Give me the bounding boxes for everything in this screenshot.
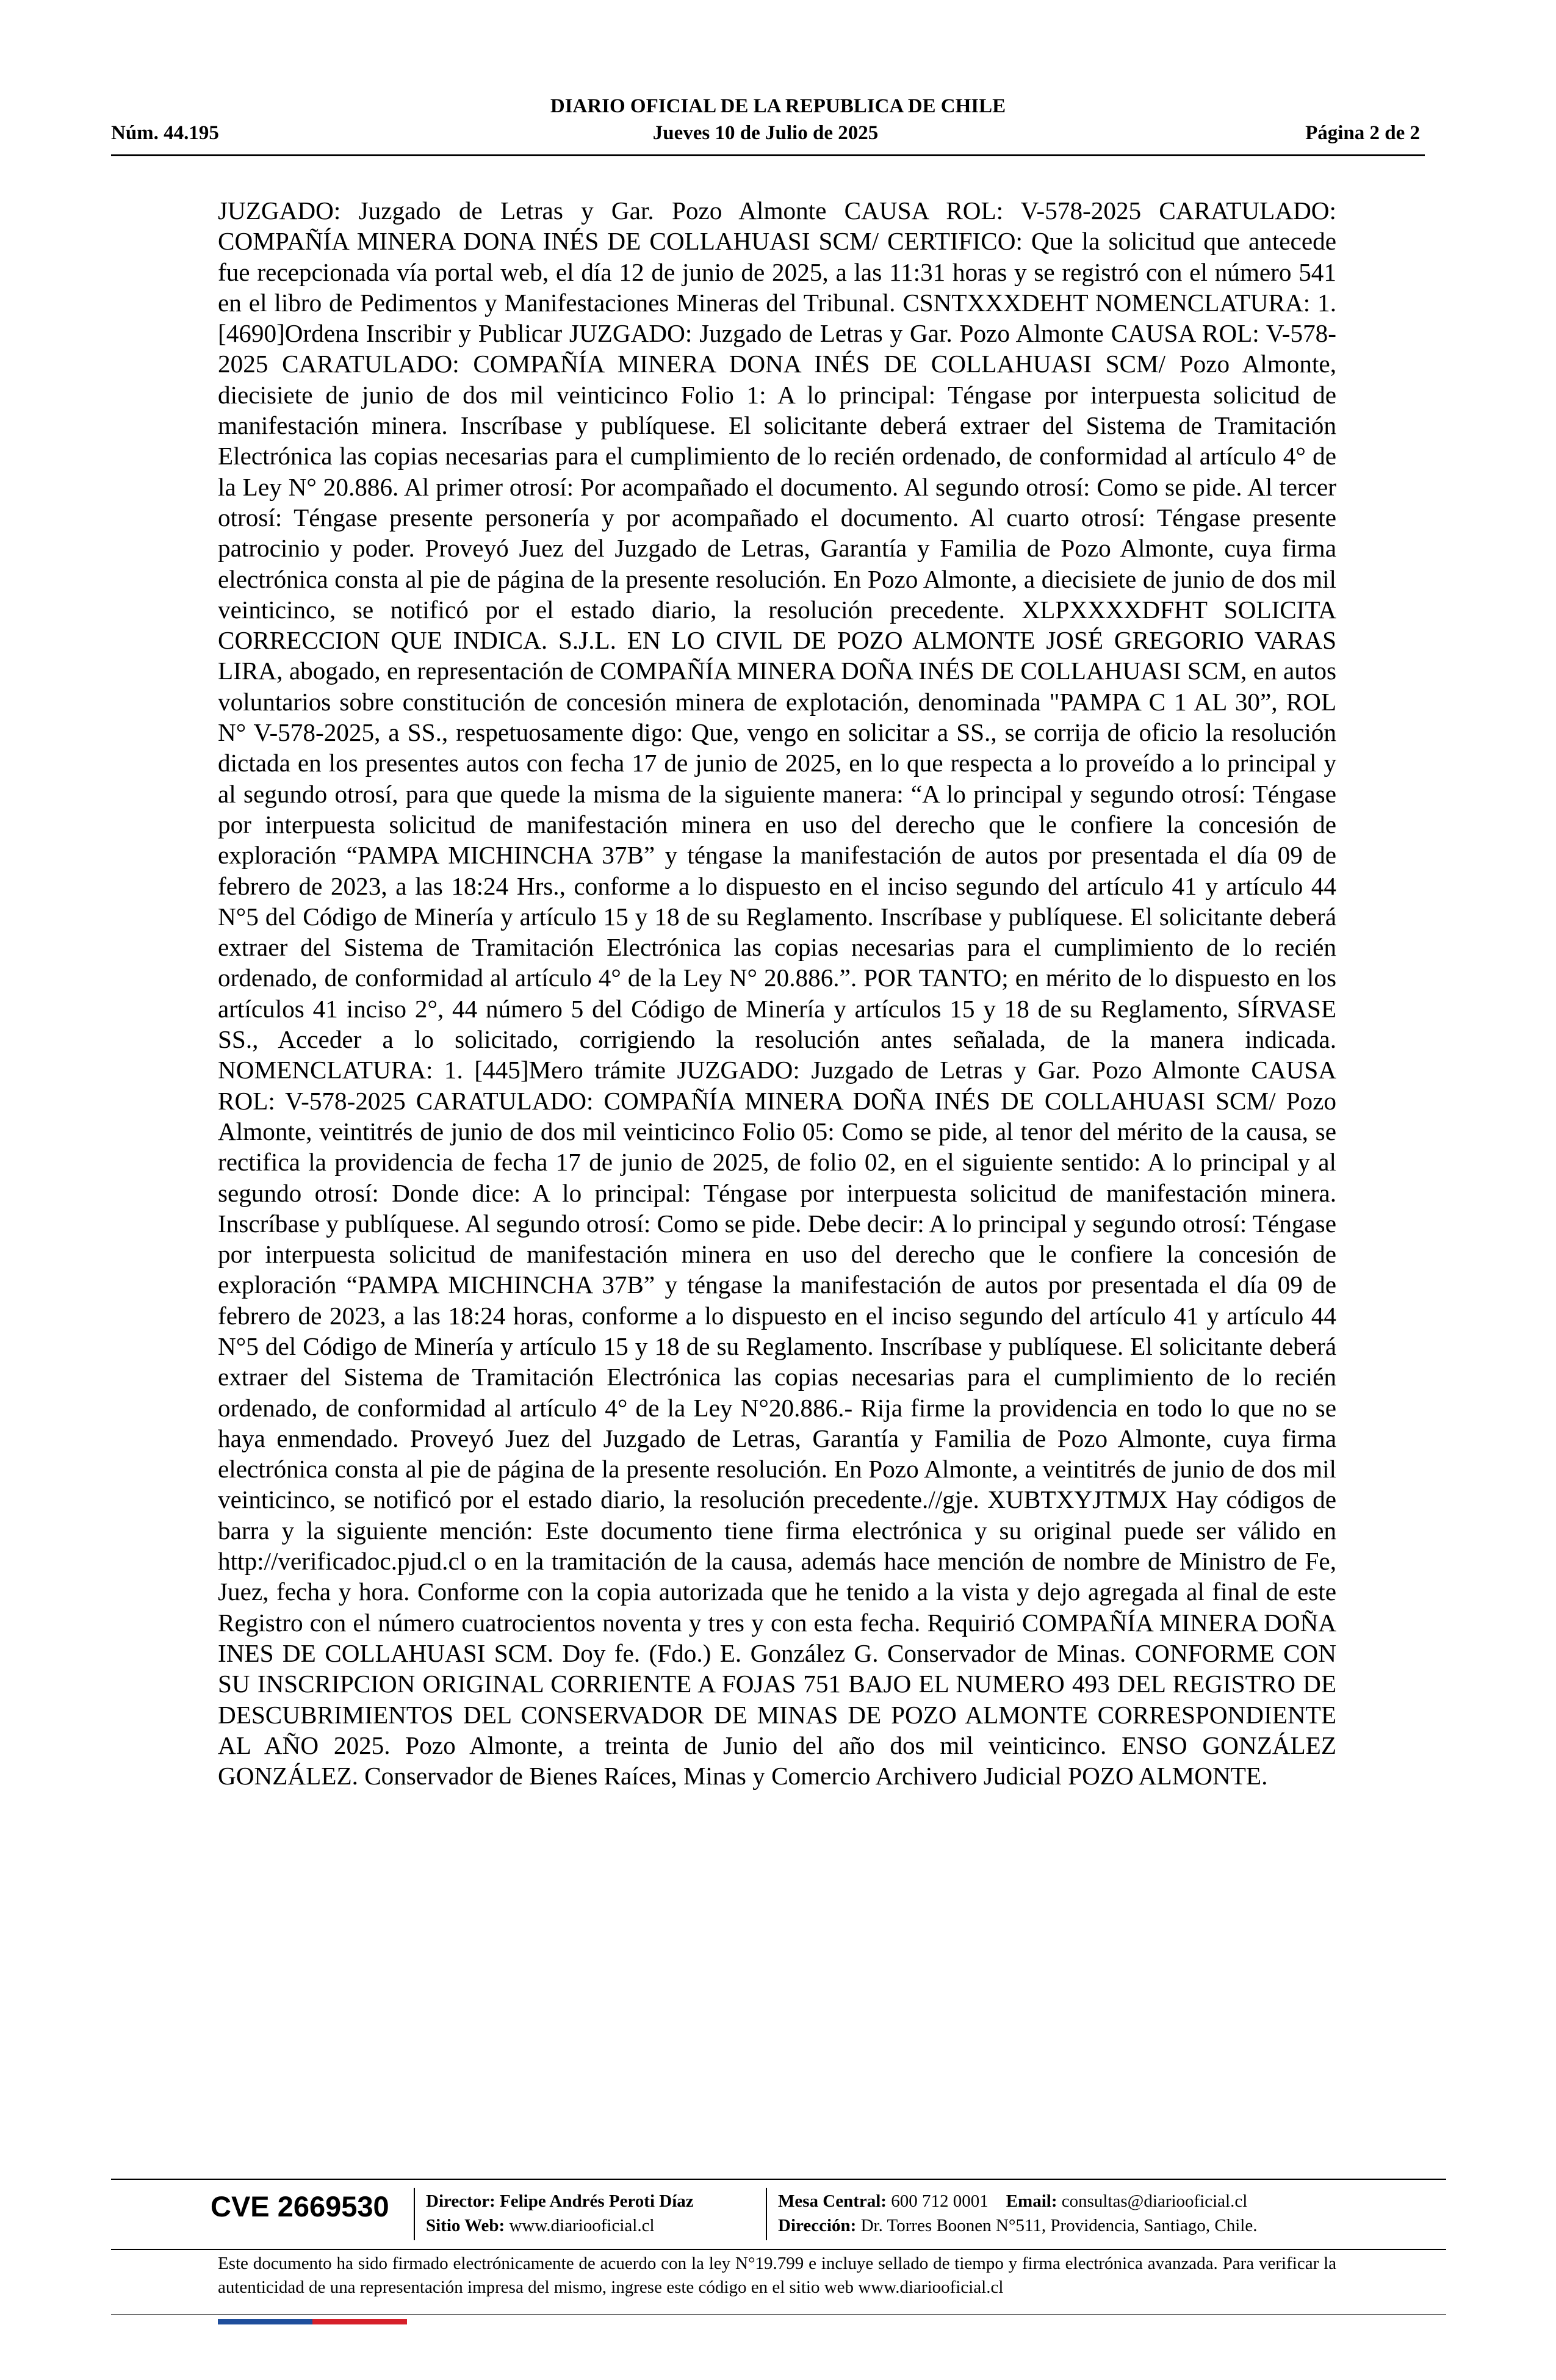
header-divider: [111, 154, 1425, 156]
footer-director-block: [426, 2189, 694, 2238]
publication-body-text: JUZGADO: Juzgado de Letras y Gar. Pozo Almonte CAUSA ROL: V-578-2025 CARATULADO: COMPAÑÍA MINERA DONA INÉS DE COLLAHUASI SCM/ CERTIFICO: Que la solicitud que antecede fue recepcionada vía portal web, el día 12 de junio de 2025, a las 11:31 horas y se registró con el número 541 en el libro de Pedimentos y Manifestaciones Mineras del Tribunal. CSNTXXXDEHT NOMENCLATURA: 1. [4690]Ordena Inscribir y Publicar JUZGADO: Juzgado de Letras y Gar. Pozo Almonte CAUSA ROL: V-578-2025 CARATULADO: COMPAÑÍA MINERA DONA INÉS DE COLLAHUASI SCM/ Pozo Almonte, diecisiete de junio de dos mil veinticinco Folio 1: A lo principal: Téngase por interpuesta solicitud de manifestación minera. Inscríbase y publíquese. El solicitante deberá extraer del Sistema de Tramitación Electrónica las copias necesarias para el cumplimiento de lo recién ordenado, de conformidad al artículo 4° de la Ley N° 20.886. Al primer otrosí: Por acompañado el documento. Al segundo otrosí: Como se pide. Al tercer otrosí: Téngase presente personería y por acompañado el documento. Al cuarto otrosí: Téngase presente patrocinio y poder. Proveyó Juez del Juzgado de Letras, Garantía y Familia de Pozo Almonte, cuya firma electrónica consta al pie de página de la presente resolución. En Pozo Almonte, a diecisiete de junio de dos mil veinticinco, se notificó por el estado diario, la resolución precedente. XLPXXXXDFHT SOLICITA CORRECCION QUE INDICA. S.J.L. EN LO CIVIL DE POZO ALMONTE JOSÉ GREGORIO VARAS LIRA, abogado, en representación de COMPAÑÍA MINERA DOÑA INÉS DE COLLAHUASI SCM, en autos voluntarios sobre constitución de concesión minera de explotación, denominada "PAMPA C 1 AL 30”, ROL N° V-578-2025, a SS., respetuosamente digo: Que, vengo en solicitar a SS., se corrija de oficio la resolución dictada en los presentes autos con fecha 17 de junio de 2025, en lo que respecta a lo proveído a lo principal y al segundo otrosí, para que quede la misma de la siguiente manera: “A lo principal y segundo otrosí: Téngase por interpuesta solicitud de manifestación minera en uso del derecho que le confiere la concesión de exploración “PAMPA MICHINCHA 37B” y téngase la manifestación de autos por presentada el día 09 de febrero de 2023, a las 18:24 Hrs., conforme a lo dispuesto en el inciso segundo del artículo 41 y artículo 44 N°5 del Código de Minería y artículo 15 y 18 de su Reglamento. Inscríbase y publíquese. El solicitante deberá extraer del Sistema de Tramitación Electrónica las copias necesarias para el cumplimiento de lo recién ordenado, de conformidad al artículo 4° de la Ley N° 20.886.”. POR TANTO; en mérito de lo dispuesto en los artículos 41 inciso 2°, 44 número 5 del Código de Minería y artículos 15 y 18 de su Reglamento, SÍRVASE SS., Acceder a lo solicitado, corrigiendo la resolución antes señalada, de la manera indicada. NOMENCLATURA: 1. [445]Mero trámite JUZGADO: Juzgado de Letras y Gar. Pozo Almonte CAUSA ROL: V-578-2025 CARATULADO: COMPAÑÍA MINERA DOÑA INÉS DE COLLAHUASI SCM/ Pozo Almonte, veintitrés de junio de dos mil veinticinco Folio 05: Como se pide, al tenor del mérito de la causa, se rectifica la providencia de fecha 17 de junio de 2025, de folio 02, en el siguiente sentido: A lo principal y al segundo otrosí: Donde dice: A lo principal: Téngase por interpuesta solicitud de manifestación minera. Inscríbase y publíquese. Al segundo otrosí: Como se pide. Debe decir: A lo principal y segundo otrosí: Téngase por interpuesta solicitud de manifestación minera en uso del derecho que le confiere la concesión de exploración “PAMPA MICHINCHA 37B” y téngase la manifestación de autos por presentada el día 09 de febrero de 2023, a las 18:24 horas, conforme a lo dispuesto en el inciso segundo del artículo 41 y artículo 44 N°5 del Código de Minería y artículo 15 y 18 de su Reglamento. Inscríbase y publíquese. El solicitante deberá extraer del Sistema de Tramitación Electrónica las copias necesarias para el cumplimiento de lo recién ordenado, de conformidad al artículo 4° de la Ley N°20.886.- Rija firme la providencia en todo lo que no se haya enmendado. Proveyó Juez del Juzgado de Letras, Garantía y Familia de Pozo Almonte, cuya firma electrónica consta al pie de página de la presente resolución. En Pozo Almonte, a veintitrés de junio de dos mil veinticinco, se notificó por el estado diario, la resolución precedente.//gje. XUBTXYJTMJX Hay códigos de barra y la siguiente mención: Este documento tiene firma electrónica y su original puede ser válido en http://verificadoc.pjud.cl o en la tramitación de la causa, además hace mención de nombre de Ministro de Fe, Juez, fecha y hora. Conforme con la copia autorizada que he tenido a la vista y dejo agregada al final de este Registro con el número cuatrocientos noventa y tres y con esta fecha. Requirió COMPAÑÍA MINERA DOÑA INES DE COLLAHUASI SCM. Doy fe. (Fdo.) E. González G. Conservador de Minas. CONFORME CON SU INSCRIPCION ORIGINAL CORRIENTE A FOJAS 751 BAJO EL NUMERO 493 DEL REGISTRO DE DESCUBRIMIENTOS DEL CONSERVADOR DE MINAS DE POZO ALMONTE CORRESPONDIENTE AL AÑO 2025. Pozo Almonte, a treinta de Junio del año dos mil veinticinco. ENSO GONZÁLEZ GONZÁLEZ. Conservador de Bienes Raíces, Minas y Comercio Archivero Judicial POZO ALMONTE.: [218, 197, 1336, 1790]
footer-divider-middle: [111, 2249, 1446, 2250]
footer-separator: [414, 2188, 415, 2240]
flag-stripe-blue: [218, 2319, 312, 2324]
footer-divider-top: [111, 2179, 1446, 2180]
email-link[interactable]: consultas@diariooficial.cl: [1061, 2191, 1248, 2211]
director-name: Felipe Andrés Peroti Díaz: [500, 2191, 694, 2211]
issue-date: Jueves 10 de Julio de 2025: [652, 122, 879, 144]
email-label: Email:: [1006, 2191, 1057, 2211]
address-label: Dirección:: [778, 2216, 857, 2235]
newspaper-title: DIARIO OFICIAL DE LA REPUBLICA DE CHILE: [550, 95, 1006, 117]
footer-contact-block: [778, 2189, 1257, 2238]
footer-separator: [766, 2188, 767, 2240]
flag-stripe-red: [312, 2319, 407, 2324]
electronic-signature-note: Este documento ha sido firmado electrónicamente de acuerdo con la ley N°19.799 e incluye sellado de tiempo y firma electrónica avanzada. Para verificar la autenticidad de una representación impresa del mismo, ingrese este código en el sitio web www.diariooficial.cl: [218, 2254, 1336, 2297]
cve-code: CVE 2669530: [211, 2190, 389, 2223]
website-label: Sitio Web:: [426, 2216, 505, 2235]
page-number: Página 2 de 2: [1305, 122, 1420, 144]
footer-divider-bottom: [111, 2314, 1446, 2315]
header-row: [111, 122, 1420, 148]
phone-number: 600 712 0001: [891, 2191, 989, 2211]
phone-label: Mesa Central:: [778, 2191, 887, 2211]
issue-number: Núm. 44.195: [111, 122, 219, 144]
address-value: Dr. Torres Boonen N°511, Providencia, Santiago, Chile.: [860, 2216, 1258, 2235]
website-link[interactable]: www.diariooficial.cl: [509, 2216, 655, 2235]
director-label: Director:: [426, 2191, 495, 2211]
